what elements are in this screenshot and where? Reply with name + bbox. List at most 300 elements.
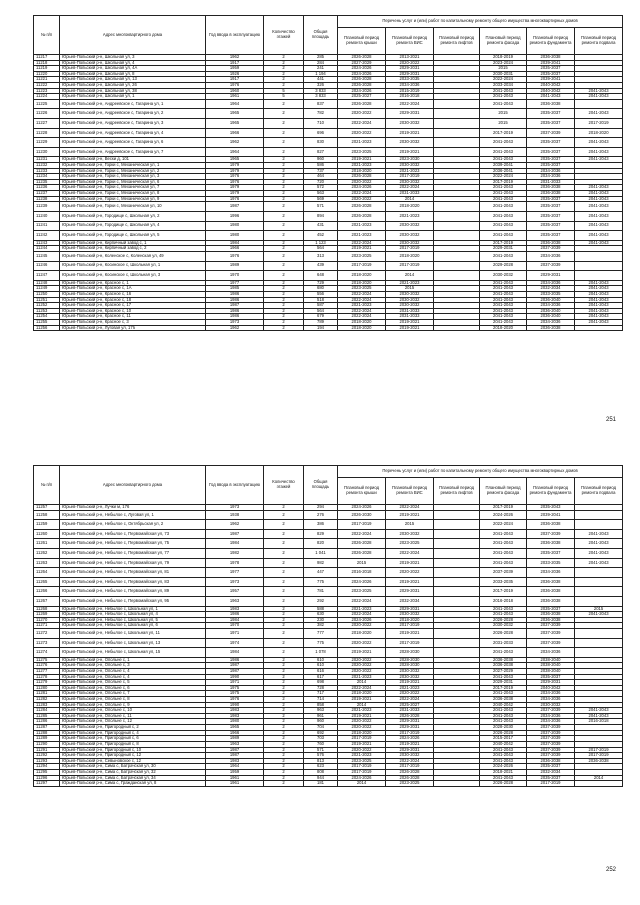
table-cell: Юрьев-Польский р-н, Опольне с, 12 xyxy=(60,719,206,725)
table-cell: 2041-2043 xyxy=(480,753,527,759)
table-row xyxy=(34,529,623,539)
table-cell: 1987 xyxy=(206,303,264,309)
table-cell: 2035-2037 xyxy=(527,775,575,781)
table-cell: 11274 xyxy=(34,648,60,658)
table-cell: 11234 xyxy=(34,174,60,180)
table-row xyxy=(34,99,623,109)
table-cell: Юрьев-Польский р-н, Опольне с, 11 xyxy=(60,713,206,719)
table-cell: 1962 xyxy=(206,325,264,331)
table-cell: 1989 xyxy=(206,261,264,271)
table-cell: 1917 xyxy=(206,77,264,83)
table-cell: 11260 xyxy=(34,529,60,539)
table-cell: 2038-2040 xyxy=(527,668,575,674)
table-cell: 11250 xyxy=(34,291,60,297)
table-cell: Юрьев-Польский р-н, Небылое с, Школьная ул, 1 xyxy=(60,606,206,612)
table-cell: 2035-2037 xyxy=(527,138,575,148)
table-cell: 2041-2043 xyxy=(480,221,527,231)
table-cell: 2041-2043 xyxy=(575,185,623,191)
table-cell: 5 xyxy=(264,94,304,100)
header-sub-5: Плановый период ремонта подвала xyxy=(575,28,623,55)
table-cell: 2030-2032 xyxy=(386,163,434,169)
table-cell: 2 xyxy=(264,261,304,271)
header-floors: Количество этажей xyxy=(264,466,304,505)
table-cell: 2041-2043 xyxy=(575,548,623,558)
table-row xyxy=(34,577,623,587)
table-cell: Юрьев-Польский р-н, Опольне с, 10 xyxy=(60,708,206,714)
table-cell: 2024-2026 xyxy=(338,577,386,587)
table-cell: 648 xyxy=(304,271,338,281)
table-cell: 1970 xyxy=(206,623,264,629)
table-cell: 2030-2032 xyxy=(480,271,527,281)
table-cell: 2041-2043 xyxy=(480,231,527,241)
table-cell: Юрьев-Польский р-н, Сима с, Батрачская ул, 32 xyxy=(60,769,206,775)
table-cell: 2022-2024 xyxy=(338,596,386,606)
table-cell: 2041-2043 xyxy=(480,548,527,558)
table-cell: 2022-2024 xyxy=(338,191,386,197)
table-cell: 564 xyxy=(304,308,338,314)
table-cell: 2 xyxy=(264,163,304,169)
table-cell xyxy=(434,587,480,597)
table-cell: 630 xyxy=(304,612,338,618)
table-cell: 2 xyxy=(264,60,304,66)
table-cell: 2 xyxy=(264,109,304,119)
table-cell: 2035-2037 xyxy=(527,119,575,129)
table-cell: 2023-2025 xyxy=(338,286,386,292)
table-cell: Юрьев-Польский р-н, Школьная ул, 38 xyxy=(60,88,206,94)
table-cell: 2 xyxy=(264,240,304,246)
table-cell: 2026-2028 xyxy=(338,77,386,83)
table-cell: 230 xyxy=(304,617,338,623)
table-cell: 2026-2028 xyxy=(386,775,434,781)
table-cell: 2036-2038 xyxy=(480,657,527,663)
table-cell: 11261 xyxy=(34,539,60,549)
table-cell: 2036-2038 xyxy=(527,55,575,61)
table-cell: 2 xyxy=(264,758,304,764)
table-cell: 2041-2043 xyxy=(480,297,527,303)
table-cell: 2022-2024 xyxy=(338,119,386,129)
table-cell: 2 xyxy=(264,596,304,606)
table-cell: 2033-2035 xyxy=(527,558,575,568)
table-cell: 2 xyxy=(264,308,304,314)
table-cell: 2041-2043 xyxy=(480,691,527,697)
table-cell: 610 xyxy=(304,657,338,663)
table-cell: 1962 xyxy=(206,55,264,61)
table-cell: 2 xyxy=(264,211,304,221)
table-cell: 2 xyxy=(264,747,304,753)
table-cell: 1964 xyxy=(206,764,264,770)
table-cell: 1983 xyxy=(206,606,264,612)
table-cell: Юрьев-Польский р-н, Небылое с, Первомайская ул, 77 xyxy=(60,548,206,558)
table-cell: 623 xyxy=(304,764,338,770)
table-cell: 2041-2043 xyxy=(575,286,623,292)
table-cell: 11278 xyxy=(34,674,60,680)
table-cell: 2015 xyxy=(386,286,434,292)
table-cell: 11252 xyxy=(34,303,60,309)
table-cell: 11222 xyxy=(34,83,60,89)
header-sub-0: Плановый период ремонта крыши xyxy=(338,28,386,55)
table-cell: 11294 xyxy=(34,764,60,770)
table-cell: 2026-2028 xyxy=(480,617,527,623)
table-cell: 2041-2043 xyxy=(575,708,623,714)
table-cell xyxy=(434,128,480,138)
table-cell: 2021-2023 xyxy=(338,231,386,241)
table-cell: 2 xyxy=(264,191,304,197)
table-cell: 696 xyxy=(304,128,338,138)
table-cell: 2041-2043 xyxy=(480,191,527,197)
table-cell: 2034-2036 xyxy=(386,83,434,89)
table-cell: 2018-2021 xyxy=(480,769,527,775)
table-cell: 737 xyxy=(304,168,338,174)
table-cell: 2018-2020 xyxy=(575,128,623,138)
table-cell: 2041-2043 xyxy=(575,713,623,719)
table-cell: Юрьев-Польский р-н, Сима с, Батрачская ул, 30 xyxy=(60,764,206,770)
table-cell: 2037-2039 xyxy=(480,568,527,578)
table-cell: 2035-2037 xyxy=(527,674,575,680)
table-cell: 2029-2031 xyxy=(386,587,434,597)
table-cell: Юрьев-Польский р-н, Опольне с, 4 xyxy=(60,668,206,674)
table-cell: 2026-2028 xyxy=(480,730,527,736)
table-cell xyxy=(434,271,480,281)
table-cell: 587 xyxy=(304,303,338,309)
table-cell: 2019-2021 xyxy=(386,628,434,638)
table-cell: 2037-2039 xyxy=(527,730,575,736)
table-cell: Юрьев-Польский р-н, Пригородный с, 2 xyxy=(60,725,206,731)
table-row xyxy=(34,510,623,520)
table-cell: 2034-2036 xyxy=(527,251,575,261)
table-cell: 2 xyxy=(264,539,304,549)
table-cell: 2039-2041 xyxy=(527,77,575,83)
table-cell: Юрьев-Польский р-н, Косинское с, Школьная ул, 3 xyxy=(60,271,206,281)
table-cell: 2029-2031 xyxy=(386,725,434,731)
table-cell: 728 xyxy=(304,685,338,691)
table-cell: Юрьев-Польский р-н, Кирпичный завод с, 1 xyxy=(60,240,206,246)
table-cell: 2019-2021 xyxy=(386,577,434,587)
table-row xyxy=(34,648,623,658)
table-cell: 2030-2032 xyxy=(386,753,434,759)
table-cell: 2018-2020 xyxy=(386,202,434,212)
table-cell xyxy=(575,510,623,520)
table-cell: 2041-2043 xyxy=(480,713,527,719)
table-cell: 1982 xyxy=(206,548,264,558)
table-cell xyxy=(434,211,480,221)
table-cell: 2041-2043 xyxy=(480,291,527,297)
table-cell: 11241 xyxy=(34,221,60,231)
table-cell xyxy=(575,577,623,587)
table-cell: Юрьев-Польский р-н, Небылое с, Луговая ул, 1 xyxy=(60,510,206,520)
table-cell: 2019-2021 xyxy=(386,325,434,331)
table-cell: 1 078 xyxy=(304,648,338,658)
table-cell: 2036-2038 xyxy=(527,587,575,597)
table-cell: 2 xyxy=(264,628,304,638)
table-cell: 2014 xyxy=(386,196,434,202)
table-cell: 1987 xyxy=(206,529,264,539)
table-row xyxy=(34,138,623,148)
table-cell: 11266 xyxy=(34,587,60,597)
table-cell: 1974 xyxy=(206,638,264,648)
table-row xyxy=(34,587,623,597)
table-cell: 2 xyxy=(264,708,304,714)
table-cell: 1980 xyxy=(206,719,264,725)
table-cell: 2018-2020 xyxy=(338,325,386,331)
table-cell: 2 xyxy=(264,246,304,252)
table-cell xyxy=(575,596,623,606)
table-cell xyxy=(434,202,480,212)
table-cell: 2035-2037 xyxy=(527,109,575,119)
table-cell: 1979 xyxy=(206,185,264,191)
table-cell: 2020-2022 xyxy=(338,663,386,669)
table-cell: Юрьев-Польский р-н, Андреевское с, Гагарина ул, 6 xyxy=(60,138,206,148)
table-cell: 2036-2038 xyxy=(480,663,527,669)
table-cell: 2028-2030 xyxy=(386,663,434,669)
table-cell: 2020-2022 xyxy=(338,638,386,648)
table-cell: 2041-2043 xyxy=(480,648,527,658)
table-cell: 2036-2038 xyxy=(527,240,575,246)
table-cell: Юрьев-Польский р-н, Городище с, Школьная ул, 5 xyxy=(60,231,206,241)
table-cell: 2037-2039 xyxy=(527,725,575,731)
table-cell: 563 xyxy=(304,191,338,197)
table-cell: 2015 xyxy=(480,119,527,129)
table-cell: 830 xyxy=(304,138,338,148)
table-cell: 11221 xyxy=(34,77,60,83)
table-cell: Юрьев-Польский р-н, Горки с, Механическая ул, 3 xyxy=(60,174,206,180)
table-cell: 2021-2023 xyxy=(386,685,434,691)
table-cell: 2017-2019 xyxy=(575,747,623,753)
table-cell: 2 xyxy=(264,83,304,89)
table-cell: 2035-2043 xyxy=(527,505,575,511)
table-cell: 775 xyxy=(304,577,338,587)
table-cell: 11243 xyxy=(34,240,60,246)
table-cell: Юрьев-Польский р-н, Горки с, Механическая ул, 7 xyxy=(60,185,206,191)
table-cell: 11265 xyxy=(34,577,60,587)
table-cell: 2019-2021 xyxy=(338,648,386,658)
table-cell: 2020-2022 xyxy=(338,109,386,119)
table-cell: 2 xyxy=(264,202,304,212)
table-cell: 11273 xyxy=(34,638,60,648)
table-cell: 1987 xyxy=(206,202,264,212)
table-cell: 2041-2043 xyxy=(575,303,623,309)
table-cell: Юрьев-Польский р-н, Небылое с, Школьная ул, 11 xyxy=(60,628,206,638)
table-cell xyxy=(575,271,623,281)
table-cell: 729 xyxy=(304,280,338,286)
table-cell: 616 xyxy=(304,668,338,674)
table-cell: 11251 xyxy=(34,297,60,303)
table-cell: 11227 xyxy=(34,119,60,129)
table-cell: 285 xyxy=(304,55,338,61)
header-address: Адрес многоквартирного дома xyxy=(60,466,206,505)
table-cell xyxy=(575,520,623,530)
table-cell: 2034-2036 xyxy=(527,280,575,286)
table-cell: 1961 xyxy=(206,775,264,781)
table-cell: Юрьев-Польский р-н, Школьная ул, 4А xyxy=(60,66,206,72)
table-cell: 2 xyxy=(264,736,304,742)
table-cell: 569 xyxy=(304,196,338,202)
header-area: Общая площадь xyxy=(304,16,338,55)
table-cell: 11262 xyxy=(34,548,60,558)
table-cell: 292 xyxy=(304,596,338,606)
table-cell: 720 xyxy=(304,179,338,185)
table-cell: Юрьев-Польский р-н, Пригородный с, 12 xyxy=(60,753,206,759)
table-cell: 2 xyxy=(264,775,304,781)
table-cell: 2 xyxy=(264,568,304,578)
table-cell: 2041-2043 xyxy=(527,94,575,100)
table-cell: 2 xyxy=(264,617,304,623)
table-cell: 2033-2035 xyxy=(527,291,575,297)
table-cell: 1978 xyxy=(206,558,264,568)
table-cell: 1979 xyxy=(206,168,264,174)
table-cell xyxy=(575,251,623,261)
table-cell: 2 xyxy=(264,691,304,697)
table-cell: 11253 xyxy=(34,308,60,314)
table-cell: 2041-2043 xyxy=(575,558,623,568)
table-cell: 2015 xyxy=(480,109,527,119)
table-cell: 2041-2043 xyxy=(480,529,527,539)
table-cell: 2021-2023 xyxy=(338,138,386,148)
table-cell: 813 xyxy=(304,758,338,764)
table-cell: 2031-2033 xyxy=(386,708,434,714)
table-cell: 2030-2032 xyxy=(386,529,434,539)
table-cell: 2041-2043 xyxy=(480,303,527,309)
table-cell: 2020-2022 xyxy=(338,196,386,202)
table-cell: 2021-2023 xyxy=(338,303,386,309)
table-cell: 2031-2033 xyxy=(386,314,434,320)
table-cell: 710 xyxy=(304,119,338,129)
table-row xyxy=(34,568,623,578)
table-cell: Юрьев-Польский р-н, Андреевское с, Гагарина ул, 7 xyxy=(60,147,206,157)
table-cell: 2015 xyxy=(338,558,386,568)
table-cell: 2015 xyxy=(386,520,434,530)
table-cell: 2 xyxy=(264,185,304,191)
table-cell xyxy=(434,638,480,648)
table-cell: 2030-2032 xyxy=(386,138,434,148)
table-cell: 1986 xyxy=(206,612,264,618)
table-cell: 894 xyxy=(304,211,338,221)
table-cell: 1986 xyxy=(206,314,264,320)
table-cell: 2027-2029 xyxy=(338,60,386,66)
table-cell: 2029-2031 xyxy=(527,271,575,281)
table-cell: 2034-2036 xyxy=(527,174,575,180)
table-cell: 2018-2020 xyxy=(338,730,386,736)
table-cell: 2036-2038 xyxy=(527,758,575,764)
table-cell: 961 xyxy=(304,713,338,719)
table-cell: 2040-2042 xyxy=(480,702,527,708)
table-cell xyxy=(434,568,480,578)
table-cell: 2020-2022 xyxy=(338,128,386,138)
table-cell: 2021-2023 xyxy=(338,708,386,714)
table-cell: 2031-2033 xyxy=(386,308,434,314)
table-cell: 11259 xyxy=(34,520,60,530)
table-cell: 2026-2028 xyxy=(338,539,386,549)
table-cell: 2031-2033 xyxy=(527,179,575,185)
table-cell: 572 xyxy=(304,185,338,191)
table-cell: Юрьев-Польский р-н, Небылое с, Первомайская ул, 73 xyxy=(60,529,206,539)
table-cell: 1917 xyxy=(206,60,264,66)
table-cell: 2034-2036 xyxy=(527,719,575,725)
table-cell: 1986 xyxy=(206,291,264,297)
table-cell: 2026-2028 xyxy=(338,83,386,89)
table-cell: 2041-2043 xyxy=(575,308,623,314)
table-cell: 2020-2022 xyxy=(386,568,434,578)
table-cell: 963 xyxy=(304,708,338,714)
table-cell: 2026-2028 xyxy=(480,781,527,787)
table-cell: 2017-2019 xyxy=(480,685,527,691)
table-cell: 2018-2020 xyxy=(338,691,386,697)
header-sub-1: Плановый период ремонта ВИС xyxy=(386,28,434,55)
table-cell: 386 xyxy=(304,520,338,530)
table-cell: 5 xyxy=(264,88,304,94)
table-cell: 2018-2020 xyxy=(386,251,434,261)
table-cell: 2 xyxy=(264,297,304,303)
table-cell: 2037-2039 xyxy=(527,261,575,271)
table-cell: 2039-2041 xyxy=(527,60,575,66)
table-cell: 11230 xyxy=(34,147,60,157)
table-cell xyxy=(434,99,480,109)
table-cell: 2041-2043 xyxy=(575,191,623,197)
table-cell: 1983 xyxy=(206,708,264,714)
table-cell: 2 xyxy=(264,280,304,286)
table-cell: 2017-2019 xyxy=(480,128,527,138)
table-cell: 2037-2039 xyxy=(527,708,575,714)
table-cell: 2023-2025 xyxy=(338,758,386,764)
table-cell: 2032-2034 xyxy=(527,286,575,292)
table-cell: Юрьев-Польский р-н, Небылое с, Школьная ул, 4 xyxy=(60,612,206,618)
table-cell: 2019-2021 xyxy=(338,157,386,163)
table-cell: 781 xyxy=(304,587,338,597)
table-cell: 2041-2043 xyxy=(480,314,527,320)
table-cell: 2 xyxy=(264,147,304,157)
table-row xyxy=(34,271,623,281)
table-cell: 2018-2020 xyxy=(338,280,386,286)
table-cell: 441 xyxy=(304,77,338,83)
table-cell: 2 xyxy=(264,702,304,708)
table-cell: 11281 xyxy=(34,691,60,697)
table-cell: 1971 xyxy=(206,628,264,638)
table-cell: 2041-2043 xyxy=(480,286,527,292)
table-cell: 2 xyxy=(264,638,304,648)
table-cell: 2 xyxy=(264,606,304,612)
table-cell: 2 xyxy=(264,71,304,77)
header-number: № п/п xyxy=(34,16,60,55)
table-cell: Юрьев-Польский р-н, Красное с, 17 xyxy=(60,303,206,309)
table-cell: 2 xyxy=(264,99,304,109)
table-cell: 2 xyxy=(264,577,304,587)
table-cell: 2017-2019 xyxy=(338,769,386,775)
table-cell: 2017-2019 xyxy=(386,623,434,629)
table-cell: 2041-2043 xyxy=(575,88,623,94)
table-cell: 11238 xyxy=(34,196,60,202)
table-cell: Юрьев-Польский р-н, Севыновское с, 12 xyxy=(60,758,206,764)
header-number: № п/п xyxy=(34,466,60,505)
table-cell: 777 xyxy=(304,628,338,638)
table-cell: 2020-2022 xyxy=(338,747,386,753)
table-cell: 2024-2026 xyxy=(338,775,386,781)
table-cell: 11254 xyxy=(34,314,60,320)
header-sub-2: Плановый период ремонта лифтов xyxy=(434,28,480,55)
table-cell: 2 xyxy=(264,741,304,747)
table-cell: 2034-2036 xyxy=(527,319,575,325)
table-cell: 2040-2042 xyxy=(480,741,527,747)
table-cell: 2017-2019 xyxy=(575,119,623,129)
table-cell: 2017-2019 xyxy=(480,587,527,597)
table-cell: 2021-2023 xyxy=(338,753,386,759)
table-cell: 2031-2033 xyxy=(480,638,527,648)
table-cell: Юрьев-Польский р-н, Андреевское с, Гагарина ул, 3 xyxy=(60,119,206,129)
table-cell: 610 xyxy=(304,663,338,669)
table-cell: 2024-2026 xyxy=(338,66,386,72)
table-cell: 2 xyxy=(264,510,304,520)
table-cell: 2021-2023 xyxy=(338,221,386,231)
table-cell: 276 xyxy=(304,510,338,520)
table-cell: Юрьев-Польский р-н, Опольне с, 1 xyxy=(60,657,206,663)
